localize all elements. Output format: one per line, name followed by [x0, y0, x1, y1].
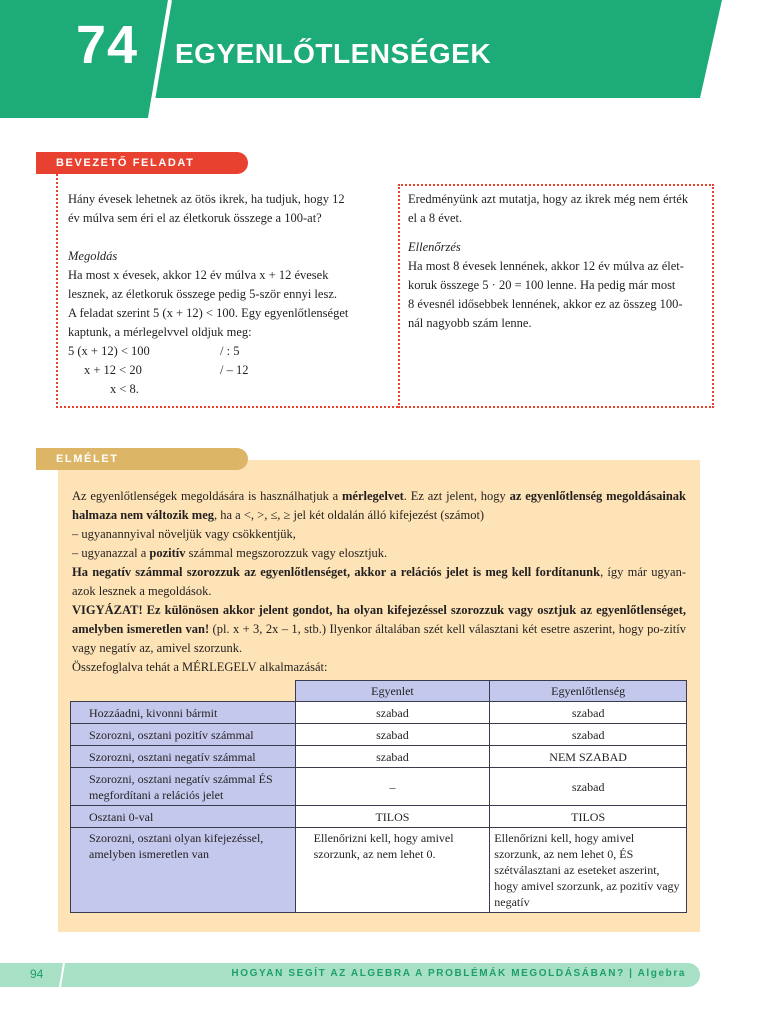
- theory-bullet: [72, 544, 686, 563]
- table-cell: Ellenőrizni kell, hogy amivel szorzunk, az nem lehet 0.: [295, 828, 490, 913]
- intro-section-tab: BEVEZETŐ FELADAT: [36, 152, 248, 174]
- row-label: Szorozni, osztani negatív számmal ÉS megfordítani a relációs jelet: [71, 768, 296, 806]
- table-row: [71, 768, 687, 806]
- solution-heading: Megoldás: [68, 249, 118, 263]
- question-line: év múlva sem éri el az életkoruk összege a 100-at?: [68, 211, 322, 225]
- row-label: Hozzáadni, kivonni bármit: [71, 702, 296, 724]
- solution-line: kaptunk, a mérlegelvvel oldjuk meg:: [68, 325, 252, 339]
- text-run-bold: az egyenlőtlenség megoldásainak halmaza nem változik meg: [72, 489, 686, 522]
- column-header: Egyenlet: [295, 681, 490, 702]
- text-run-bold: Ha negatív számmal szorozzuk az egyenlőtlenséget, akkor a relációs jelet is meg kell fordítanunk: [72, 565, 601, 579]
- table-cell: szabad: [295, 724, 490, 746]
- table-cell: TILOS: [490, 806, 687, 828]
- balance-rules-table: [70, 680, 687, 913]
- text-run: , ha a <, >, ≤, ≥ jel két oldalán álló kifejezést (számot): [214, 508, 485, 522]
- check-heading: Ellenőrzés: [408, 240, 461, 254]
- theory-paragraph: [72, 601, 686, 658]
- chapter-title: EGYENLŐTLENSÉGEK: [175, 38, 492, 69]
- text-run: számmal megszorozzuk vagy elosztjuk.: [185, 546, 388, 560]
- table-header-row: [71, 681, 687, 702]
- table-row: [71, 828, 687, 913]
- solution-line: lesznek, az életkoruk összege pedig 5-ször ennyi lesz.: [68, 287, 337, 301]
- result-line: el a 8 évet.: [408, 211, 463, 225]
- step-row: [68, 361, 360, 380]
- solution-line: Ha most x évesek, akkor 12 év múlva x + 12 évesek: [68, 268, 329, 282]
- intro-solution: [68, 247, 360, 342]
- row-label: Szorozni, osztani pozitív számmal: [71, 724, 296, 746]
- step-expression: 5 (x + 12) < 100: [68, 344, 150, 358]
- step-row: [68, 342, 360, 361]
- column-header: Egyenlőtlenség: [490, 681, 687, 702]
- result-line: Eredményünk azt mutatja, hogy az ikrek még nem érték: [408, 192, 689, 206]
- theory-paragraph: [72, 487, 686, 525]
- table-cell: –: [295, 768, 490, 806]
- text-run: Az egyenlőtlenségek megoldására is használhatjuk a: [72, 489, 343, 503]
- intro-result: [408, 190, 702, 228]
- row-label: Szorozni, osztani negatív számmal: [71, 746, 296, 768]
- table-cell: NEM SZABAD: [490, 746, 687, 768]
- intro-question: [68, 190, 360, 228]
- theory-paragraph: Összefoglalva tehát a MÉRLEGELV alkalmazását:: [72, 660, 328, 674]
- check-line: nál nagyobb szám lenne.: [408, 316, 532, 330]
- step-operation: / – 12: [220, 363, 249, 377]
- step-operation: / : 5: [220, 344, 240, 358]
- table-row: [71, 746, 687, 768]
- theory-section-tab: ELMÉLET: [36, 448, 248, 470]
- solution-steps: [68, 342, 360, 399]
- table-cell: szabad: [490, 702, 687, 724]
- text-run: . Ez azt jelent, hogy: [403, 489, 510, 503]
- table-cell: TILOS: [295, 806, 490, 828]
- table-cell: szabad: [295, 702, 490, 724]
- text-run-bold: pozitív: [149, 546, 186, 560]
- table-row: [71, 702, 687, 724]
- table-cell: szabad: [295, 746, 490, 768]
- chapter-header: [0, 0, 768, 118]
- step-row: [68, 380, 360, 399]
- step-expression: x < 8.: [110, 382, 139, 396]
- text-run-bold: VIGYÁZAT! Ez különösen akkor jelent gondot, ha olyan kifejezéssel szorozzuk vagy osztjuk az egyenlőtlenséget, amelyben ismeretlen van!: [72, 603, 686, 636]
- text-run: (pl. x + 3, 2x – 1, stb.) Ilyenkor általában szét kell választani két esetre aszerint, hogy po-zitív vagy negatív az, amivel szorzunk.: [72, 622, 686, 655]
- step-expression: x + 12 < 20: [84, 363, 142, 377]
- footer-divider: [58, 963, 66, 987]
- check-line: 8 évesnél idősebbek lennének, akkor ez az összeg 100-: [408, 297, 683, 311]
- theory-text: [72, 487, 686, 677]
- row-label: Szorozni, osztani olyan kifejezéssel, amelyben ismeretlen van: [71, 828, 296, 913]
- chapter-number: 74: [76, 15, 139, 75]
- table-corner: [71, 681, 296, 702]
- page-footer: [0, 963, 700, 987]
- table-cell: Ellenőrizni kell, hogy amivel szorzunk, az nem lehet 0, ÉS szétválasztani az eseteket aszerint, hogy amivel szorzunk, az pozitív vagy negatív: [490, 828, 687, 913]
- row-label: Osztani 0-val: [71, 806, 296, 828]
- check-line: Ha most 8 évesek lennének, akkor 12 év múlva az élet-: [408, 259, 684, 273]
- theory-bullet: – ugyanannyival növeljük vagy csökkentjük,: [72, 527, 296, 541]
- table-cell: szabad: [490, 724, 687, 746]
- theory-paragraph: [72, 563, 686, 601]
- running-title: HOGYAN SEGÍT AZ ALGEBRA A PROBLÉMÁK MEGOLDÁSÁBAN? | Algebra: [231, 968, 686, 979]
- intro-check: [408, 238, 702, 333]
- text-run: , így már ugyan-azok lesznek a megoldások.: [72, 565, 686, 598]
- check-line: koruk összege 5 · 20 = 100 lenne. Ha pedig már most: [408, 278, 676, 292]
- table-row: [71, 806, 687, 828]
- text-run-bold: mérlegelvet: [342, 489, 404, 503]
- page-number: 94: [30, 967, 44, 981]
- text-run: – ugyanazzal a: [72, 546, 150, 560]
- question-line: Hány évesek lehetnek az ötös ikrek, ha tudjuk, hogy 12: [68, 192, 345, 206]
- solution-line: A feladat szerint 5 (x + 12) < 100. Egy egyenlőtlenséget: [68, 306, 349, 320]
- table-cell: szabad: [490, 768, 687, 806]
- table-row: [71, 724, 687, 746]
